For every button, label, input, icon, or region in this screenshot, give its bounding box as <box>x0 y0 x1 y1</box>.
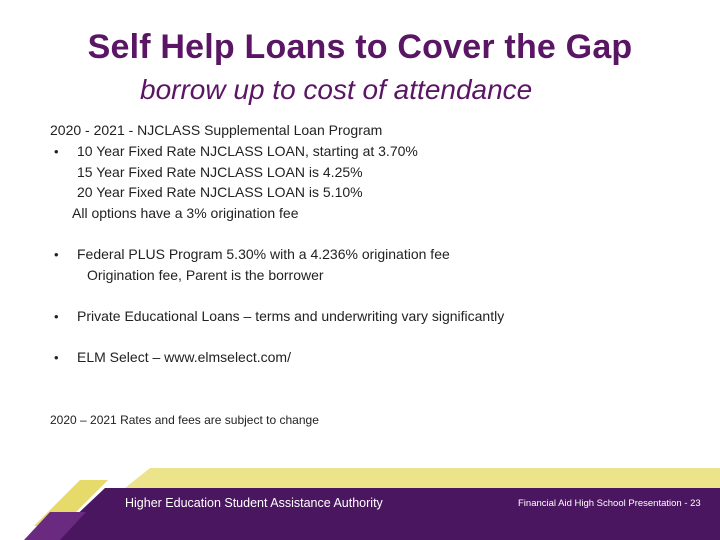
bullet-4: • <box>54 350 59 365</box>
rates-disclaimer: 2020 – 2021 Rates and fees are subject to change <box>50 413 319 427</box>
njclass-15-year: 15 Year Fixed Rate NJCLASS LOAN is 4.25% <box>77 164 363 180</box>
bullet-1: • <box>54 144 59 159</box>
private-loans-line: Private Educational Loans – terms and underwriting vary significantly <box>77 308 505 324</box>
bullet-2: • <box>54 247 59 262</box>
slide-title: Self Help Loans to Cover the Gap <box>87 28 633 66</box>
njclass-origination-fee: All options have a 3% origination fee <box>72 205 299 221</box>
bullet-3: • <box>54 309 59 324</box>
elm-select-line: ELM Select – www.elmselect.com/ <box>77 349 291 365</box>
slide-subtitle: borrow up to cost of attendance <box>140 74 533 105</box>
footer-bar <box>0 468 720 540</box>
footer-slide-number: Financial Aid High School Presentation - 23 <box>518 498 701 509</box>
njclass-10-year: 10 Year Fixed Rate NJCLASS LOAN, starting at 3.70% <box>77 143 418 159</box>
footer-organization: Higher Education Student Assistance Authority <box>125 496 383 510</box>
program-heading: 2020 - 2021 - NJCLASS Supplemental Loan Program <box>50 122 383 138</box>
plus-program-line: Federal PLUS Program 5.30% with a 4.236% origination fee <box>77 246 450 262</box>
njclass-20-year: 20 Year Fixed Rate NJCLASS LOAN is 5.10% <box>77 184 363 200</box>
plus-program-subline: Origination fee, Parent is the borrower <box>87 267 324 283</box>
